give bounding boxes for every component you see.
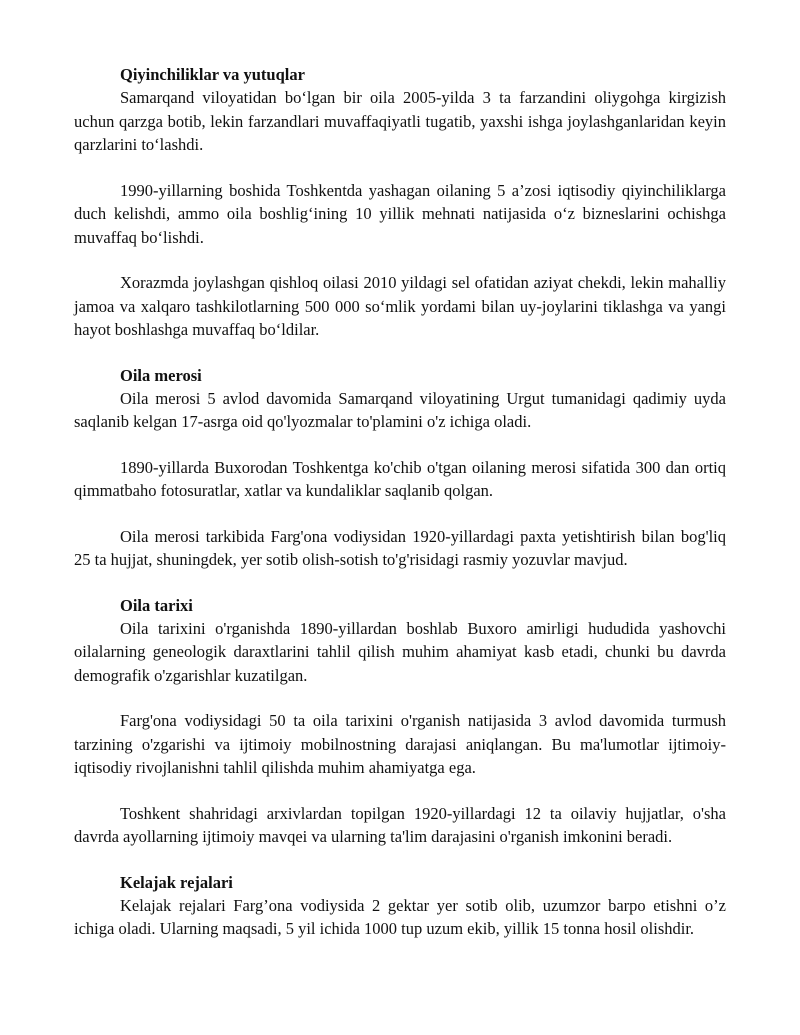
section-heritage <box>74 364 726 572</box>
paragraph: 1890-yillarda Buxorodan Toshkentga ko'chib o'tgan oilaning merosi sifatida 300 dan ortiq qimmatbaho fotosuratlar, xatlar va kundaliklar saqlanib qolgan. <box>74 457 726 500</box>
document-page <box>74 63 726 941</box>
paragraph: Farg'ona vodiysidagi 50 ta oila tarixini o'rganish natijasida 3 avlod davomida turmush tarzining o'zgarishi va ijtimoiy mobilnostning darajasi aniqlangan. Bu ma'lumotlar ijtimoiy-iqtisodiy rivojlanishni tahlil qilishda muhim ahamiyatga ega. <box>74 711 726 777</box>
section-heading: Oila merosi <box>120 365 202 385</box>
paragraph: Oila merosi 5 avlod davomida Samarqand viloyatining Urgut tumanidagi qadimiy uyda saqlanib kelgan 17-asrga oid qo'lyozmalar to'plamini o'z ichiga oladi. <box>74 388 726 431</box>
paragraph: Oila merosi tarkibida Farg'ona vodiysidan 1920-yillardagi paxta yetishtirish bilan bog'liq 25 ta hujjat, shuningdek, yer sotib olish-sotish to'g'risidagi rasmiy yozuvlar mavjud. <box>74 526 726 569</box>
section-heading: Qiyinchiliklar va yutuqlar <box>120 65 305 84</box>
section-history <box>74 594 726 849</box>
section-heading: Kelajak rejalari <box>120 872 233 892</box>
paragraph: Samarqand viloyatidan bo‘lgan bir oila 2005-yilda 3 ta farzandini oliygohga kirgizish uchun qarzga botib, lekin farzandlari muvaffaqiyatli tugatib, yaxshi ishga joylashganlaridan keyin qarzlarini to‘lashdi. <box>74 88 726 154</box>
paragraph: 1990-yillarning boshida Toshkentda yashagan oilaning 5 a’zosi iqtisodiy qiyinchiliklarga duch kelishdi, ammo oila boshlig‘ining 10 yillik mehnati natijasida o‘z bizneslarini ochishga muvaffaq bo‘lishdi. <box>74 180 726 247</box>
section-heading: Oila tarixi <box>120 595 193 615</box>
paragraph: Xorazmda joylashgan qishloq oilasi 2010 yildagi sel ofatidan aziyat chekdi, lekin mahalliy jamoa va xalqaro tashkilotlarning 500 000 so‘mlik yordami bilan uy-joylarini tiklashga va yangi hayot boshlashga muvaffaq bo‘ldilar. <box>74 273 726 339</box>
paragraph: Oila tarixini o'rganishda 1890-yillardan boshlab Buxoro amirligi hududida yashovchi oilalarning geneologik daraxtlarini tahlil qilish muhim ahamiyat kasb etadi, chunki bu davrda demografik o'zgarishlar kuzatilgan. <box>74 618 726 685</box>
section-future-plans <box>74 871 726 941</box>
paragraph: Toshkent shahridagi arxivlardan topilgan 1920-yillardagi 12 ta oilaviy hujjatlar, o'sha davrda ayollarning ijtimoiy mavqei va ularning ta'lim darajasini o'rganish imkonini beradi. <box>74 803 726 846</box>
section-challenges <box>74 63 726 342</box>
paragraph: Kelajak rejalari Farg’ona vodiysida 2 gektar yer sotib olib, uzumzor barpo etishni o’z ichiga oladi. Ularning maqsadi, 5 yil ichida 1000 tup uzum ekib, yillik 15 tonna hosil olishdir. <box>74 895 726 938</box>
